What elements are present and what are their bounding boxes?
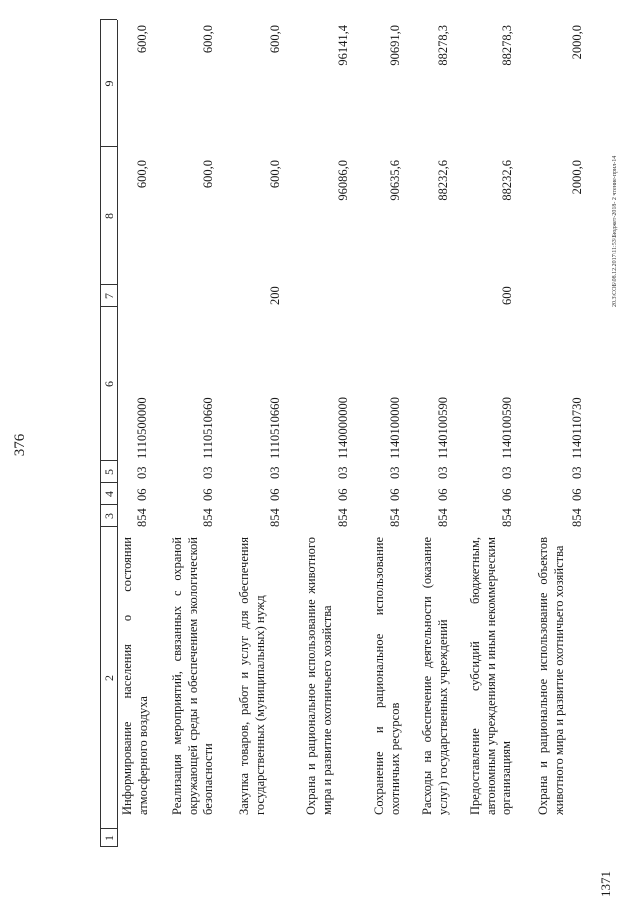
row-target-article: 1110510660 xyxy=(201,397,215,459)
row-subsection: 03 xyxy=(570,466,584,479)
row-sum-col9: 600,0 xyxy=(201,25,215,54)
row-subsection: 03 xyxy=(135,466,149,479)
row-sum-col9: 600,0 xyxy=(268,25,282,54)
row-sum-col8: 2000,0 xyxy=(570,160,584,195)
row-section: 06 xyxy=(388,488,402,501)
column-number: 6 xyxy=(102,381,116,387)
row-target-article: 1110510660 xyxy=(268,397,282,459)
row-grbs: 854 xyxy=(268,508,282,527)
table-top-border xyxy=(100,20,101,847)
row-grbs: 854 xyxy=(436,508,450,527)
row-grbs: 854 xyxy=(500,508,514,527)
row-subsection: 03 xyxy=(336,466,350,479)
row-description: Предоставление субсидий бюджетным, автономным учреждениям и иным некоммерческим организациям xyxy=(468,537,514,815)
column-number: 7 xyxy=(102,293,116,299)
row-sum-col8: 88232,6 xyxy=(436,160,450,201)
row-sum-col9: 600,0 xyxy=(135,25,149,54)
column-number: 1 xyxy=(102,835,116,841)
column-number: 5 xyxy=(102,469,116,475)
row-grbs: 854 xyxy=(201,508,215,527)
column-number: 8 xyxy=(102,213,116,219)
row-description: Охрана и рациональное использование объектов животного мира и развитие охотничьего хозяйства xyxy=(536,537,566,815)
row-sum-col8: 90635,6 xyxy=(388,160,402,201)
row-subsection: 03 xyxy=(201,466,215,479)
column-number: 9 xyxy=(102,80,116,87)
row-sum-col9: 88278,3 xyxy=(500,25,514,66)
row-sum-col9: 90691,0 xyxy=(388,25,402,66)
row-sum-col8: 600,0 xyxy=(201,160,215,189)
row-target-article: 1140100000 xyxy=(388,396,402,459)
sheet-number: 1371 xyxy=(598,871,613,897)
row-target-article: 1110500000 xyxy=(135,397,149,459)
row-sum-col9: 2000,0 xyxy=(570,25,584,60)
file-path-stamp: 20.3\СОБ\08.12.2017\11:53\Бюджет-2018- 2 чтение-прил-14 xyxy=(612,155,618,307)
row-section: 06 xyxy=(201,488,215,501)
row-sum-col8: 600,0 xyxy=(135,160,149,189)
row-sum-col8: 88232,6 xyxy=(500,160,514,201)
row-section: 06 xyxy=(135,488,149,501)
row-section: 06 xyxy=(336,488,350,501)
row-section: 06 xyxy=(436,488,450,501)
row-expense-type: 200 xyxy=(268,286,282,305)
column-number: 2 xyxy=(102,675,116,681)
row-grbs: 854 xyxy=(570,508,584,527)
column-number: 3 xyxy=(102,513,116,519)
row-subsection: 03 xyxy=(268,466,282,479)
row-subsection: 03 xyxy=(388,466,402,479)
row-sum-col9: 88278,3 xyxy=(436,25,450,66)
row-target-article: 1140100590 xyxy=(436,396,450,459)
row-section: 06 xyxy=(570,488,584,501)
row-expense-type: 600 xyxy=(500,286,514,305)
row-grbs: 854 xyxy=(388,508,402,527)
row-target-article: 1140110730 xyxy=(570,397,584,459)
row-description: Расходы на обеспечение деятельности (оказание услуг) государственных учреждений xyxy=(420,537,450,815)
row-subsection: 03 xyxy=(436,466,450,479)
header-bottom-border xyxy=(117,20,118,847)
row-target-article: 1140100590 xyxy=(500,396,514,459)
row-description: Охрана и рациональное использование животного мира и развитие охотничьего хозяйства xyxy=(304,537,334,815)
row-grbs: 854 xyxy=(336,508,350,527)
row-section: 06 xyxy=(268,488,282,501)
column-number: 4 xyxy=(102,491,116,497)
row-subsection: 03 xyxy=(500,466,514,479)
row-description: Информирование населения о состоянии атмосферного воздуха xyxy=(120,537,150,815)
row-sum-col9: 96141,4 xyxy=(336,25,350,66)
row-description: Реализация мероприятий, связанных с охраной окружающей среды и обеспечением экологической безопасности xyxy=(170,537,216,815)
row-description: Сохранение и рациональное использование охотничьих ресурсов xyxy=(372,537,402,815)
row-sum-col8: 600,0 xyxy=(268,160,282,189)
row-target-article: 1140000000 xyxy=(336,396,350,459)
row-grbs: 854 xyxy=(135,508,149,527)
row-section: 06 xyxy=(500,488,514,501)
page-number: 376 xyxy=(12,433,28,457)
row-sum-col8: 96086,0 xyxy=(336,160,350,201)
row-description: Закупка товаров, работ и услуг для обеспечения государственных (муниципальных) нужд xyxy=(237,537,267,815)
